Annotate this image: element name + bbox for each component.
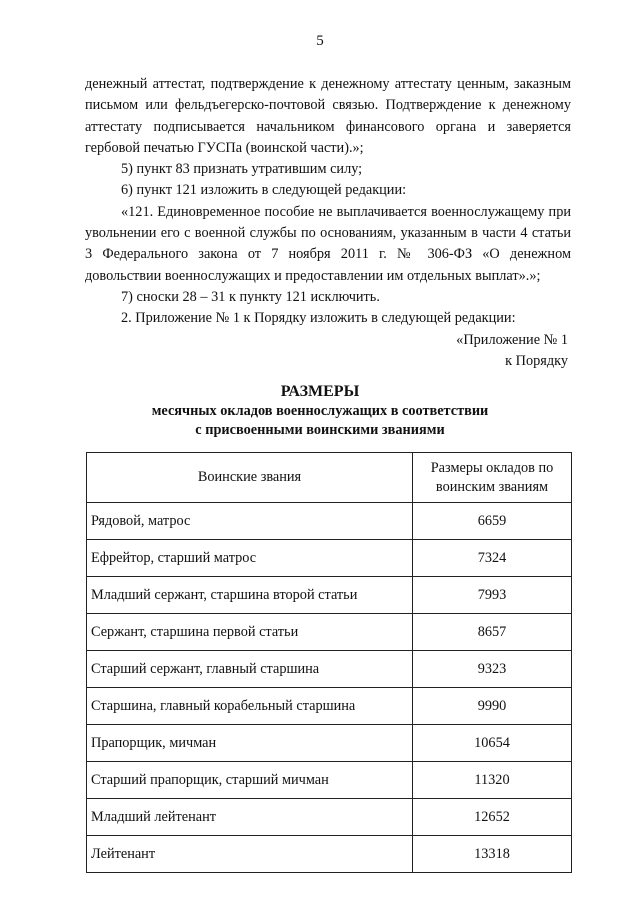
appendix-note [456, 330, 568, 372]
paragraph-item-7: 7) сноски 28 – 31 к пункту 121 исключить. [121, 288, 380, 305]
header-salary: Размеры окладов по воинским званиям [413, 453, 572, 503]
rank-salary: 6659 [413, 503, 572, 540]
rank-name: Младший сержант, старшина второй статьи [87, 577, 413, 614]
rank-salary: 8657 [413, 614, 572, 651]
paragraph-continuation: денежный аттестат, подтверждение к денежному аттестату ценным, заказным письмом или фельдъегерско-почтовой связью. Подтверждение к денежному аттестату подписывается начальником финансового органа и заверяется гербовой печатью ГУСПа (воинской части).»; [85, 76, 571, 156]
title-subtitle-line2: с присвоенными воинскими званиями [195, 422, 445, 438]
paragraph-item-5: 5) пункт 83 признать утратившим силу; [121, 161, 363, 178]
rank-salary: 13318 [413, 836, 572, 873]
appendix-note-line1: «Приложение № 1 [456, 332, 568, 348]
title-main: РАЗМЕРЫ [280, 383, 360, 400]
table-row [87, 577, 572, 614]
appendix-note-line2: к Порядку [505, 353, 568, 369]
rank-name: Старшина, главный корабельный старшина [87, 688, 413, 725]
table-row [87, 836, 572, 873]
rank-name: Лейтенант [87, 836, 413, 873]
page-number: 5 [316, 33, 324, 49]
paragraph-item-6: 6) пункт 121 изложить в следующей редакции: [121, 182, 407, 199]
table-row [87, 688, 572, 725]
body-text [85, 74, 571, 330]
table-row [87, 614, 572, 651]
table-header-row [87, 453, 572, 503]
rank-name: Ефрейтор, старший матрос [87, 540, 413, 577]
table-row [87, 651, 572, 688]
header-rank: Воинские звания [87, 453, 413, 503]
table-row [87, 762, 572, 799]
rank-salary: 9323 [413, 651, 572, 688]
rank-name: Сержант, старшина первой статьи [87, 614, 413, 651]
table-row [87, 503, 572, 540]
rank-name: Рядовой, матрос [87, 503, 413, 540]
table-title [0, 382, 640, 440]
salary-table [86, 452, 572, 873]
rank-name: Младший лейтенант [87, 799, 413, 836]
rank-name: Старший сержант, главный старшина [87, 651, 413, 688]
rank-salary: 10654 [413, 725, 572, 762]
paragraph-quote-121: «121. Единовременное пособие не выплачивается военнослужащему при увольнении его с военной службы по основаниям, указанным в части 4 статьи 3 Федерального закона от 7 ноября 2011 г. № 306-ФЗ «О денежном довольствии военнослужащих и предоставлении им отдельных выплат».»; [85, 203, 571, 284]
paragraph-item-2: 2. Приложение № 1 к Порядку изложить в следующей редакции: [121, 310, 516, 327]
title-subtitle-line1: месячных окладов военнослужащих в соответствии [151, 403, 489, 419]
rank-salary: 7324 [413, 540, 572, 577]
rank-salary: 7993 [413, 577, 572, 614]
rank-name: Старший прапорщик, старший мичман [87, 762, 413, 799]
rank-salary: 12652 [413, 799, 572, 836]
table-row [87, 799, 572, 836]
rank-salary: 11320 [413, 762, 572, 799]
rank-name: Прапорщик, мичман [87, 725, 413, 762]
table-row [87, 725, 572, 762]
table-row [87, 540, 572, 577]
rank-salary: 9990 [413, 688, 572, 725]
